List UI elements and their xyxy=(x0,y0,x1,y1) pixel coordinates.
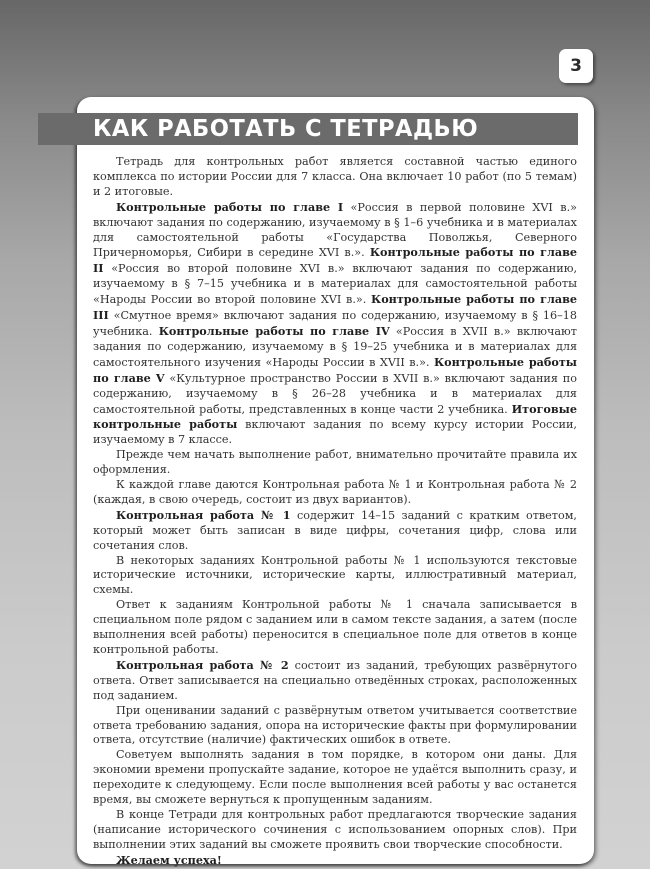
text-segment: Советуем выполнять задания в том порядке, в котором они даны. Для экономии времени пропускайте задание, которое не удаётся выполнить сразу, и переходите к следующему. Если после выполнения всей работы у вас останется время, вы сможете вернуться к пропущенным заданиям. xyxy=(93,748,577,807)
text-segment: В конце Тетради для контрольных работ предлагаются творческие задания (написание исторического сочинения с использованием опорных слов). При выполнении этих заданий вы сможете проявить свои творческие способности. xyxy=(93,807,577,851)
text-segment: «Россия в первой половине XVI в.» включают задания по содержанию, изучаемому в § 1–6 учебника и в материалах для самостоятельной работы «Государства Поволжья, Северного Причерноморья, Сибири в середине XVI в.». xyxy=(93,200,577,260)
paragraph-creative xyxy=(93,808,577,853)
text-segment: содержит 14–15 заданий с кратким ответом, который может быть записан в виде цифры, сочетания цифр, слова или сочетания слов. xyxy=(93,508,577,552)
text-segment: К каждой главе даются Контрольная работа № 1 и Контрольная работа № 2 (каждая, в свою очередь, состоит из двух вариантов). xyxy=(93,478,577,506)
body-text xyxy=(93,155,577,869)
paragraph-structure xyxy=(93,478,577,508)
text-segment: включают задания по всему курсу истории России, изучаемому в 7 классе. xyxy=(93,418,577,447)
paragraph-read-rules xyxy=(93,448,577,478)
text-segment: При оценивании заданий с развёрнутым ответом учитывается соответствие ответа требованию задания, опора на исторические факты при формулировании ответа, отсутствие (наличие) фактических ошибок в ответе. xyxy=(93,703,577,747)
bold-text-segment: Контрольные работы по главе III xyxy=(93,292,577,323)
paragraph-answers xyxy=(93,598,577,658)
text-segment: «Культурное пространство России в XVII в.» включают задания по содержанию, изучаемому в § 26–28 учебника и в материалах для самостоятельной работы, представленных в конце части 2 учебника. xyxy=(93,371,577,416)
text-segment: «Смутное время» включают задания по содержанию, изучаемому в § 16–18 учебника. xyxy=(93,309,577,338)
paragraph-advice xyxy=(93,748,577,808)
bold-text-segment: Контрольная работа № 2 xyxy=(116,657,289,672)
bold-text-segment: Контрольные работы по главе II xyxy=(93,245,577,276)
text-segment: В некоторых заданиях Контрольной работы № 1 используются текстовые исторические источники, исторические карты, иллюстративный материал, схемы. xyxy=(93,553,577,597)
bold-text-segment: Контрольные работы по главе IV xyxy=(158,323,390,338)
text-segment: «Россия во второй половине XVI в.» включают задания по содержанию, изучаемому в § 7–15 учебника и в материалах для самостоятельной работы «Народы России во второй половине XVI в.». xyxy=(93,262,577,307)
bold-text-segment: Контрольные работы по главе V xyxy=(93,354,577,385)
page-number: 3 xyxy=(570,56,582,76)
paragraph-grading xyxy=(93,704,577,749)
bold-text-segment: Контрольные работы по главе I xyxy=(116,199,344,214)
paragraph-intro xyxy=(93,155,577,200)
text-segment: Прежде чем начать выполнение работ, внимательно прочитайте правила их оформления. xyxy=(93,448,577,477)
paragraph-good-luck xyxy=(93,853,577,869)
title-bar xyxy=(38,113,578,145)
bold-text-segment: Контрольная работа № 1 xyxy=(116,507,291,522)
paragraph-work-2 xyxy=(93,658,577,704)
paragraph-work-1 xyxy=(93,508,577,554)
bold-text-segment: Итоговые контрольные работы xyxy=(93,401,577,432)
page-number-badge xyxy=(559,49,593,83)
text-segment: Тетрадь для контрольных работ является составной частью единого комплекса по истории России для 7 класса. Она включает 10 работ (по 5 темам) и 2 итоговые. xyxy=(93,155,577,198)
bold-text-segment: Желаем успеха! xyxy=(116,852,222,867)
paragraph-sources xyxy=(93,554,577,599)
page-title: КАК РАБОТАТЬ С ТЕТРАДЬЮ xyxy=(93,115,479,142)
text-segment: состоит из заданий, требующих развёрнутого ответа. Ответ записывается на специально отведённых строках, расположенных под заданием. xyxy=(93,658,577,702)
paragraph-chapters xyxy=(93,200,577,449)
text-segment: «Россия в XVII в.» включают задания по содержанию, изучаемому в § 19–25 учебника и в материалах для самостоятельного изучения «Народы России в XVII в.». xyxy=(93,324,577,369)
text-segment: Ответ к заданиям Контрольной работы № 1 сначала записывается в специальном поле рядом с заданием или в самом тексте задания, а затем (после выполнения всей работы) переносится в специальное поле для ответов в конце контрольной работы. xyxy=(93,598,577,656)
